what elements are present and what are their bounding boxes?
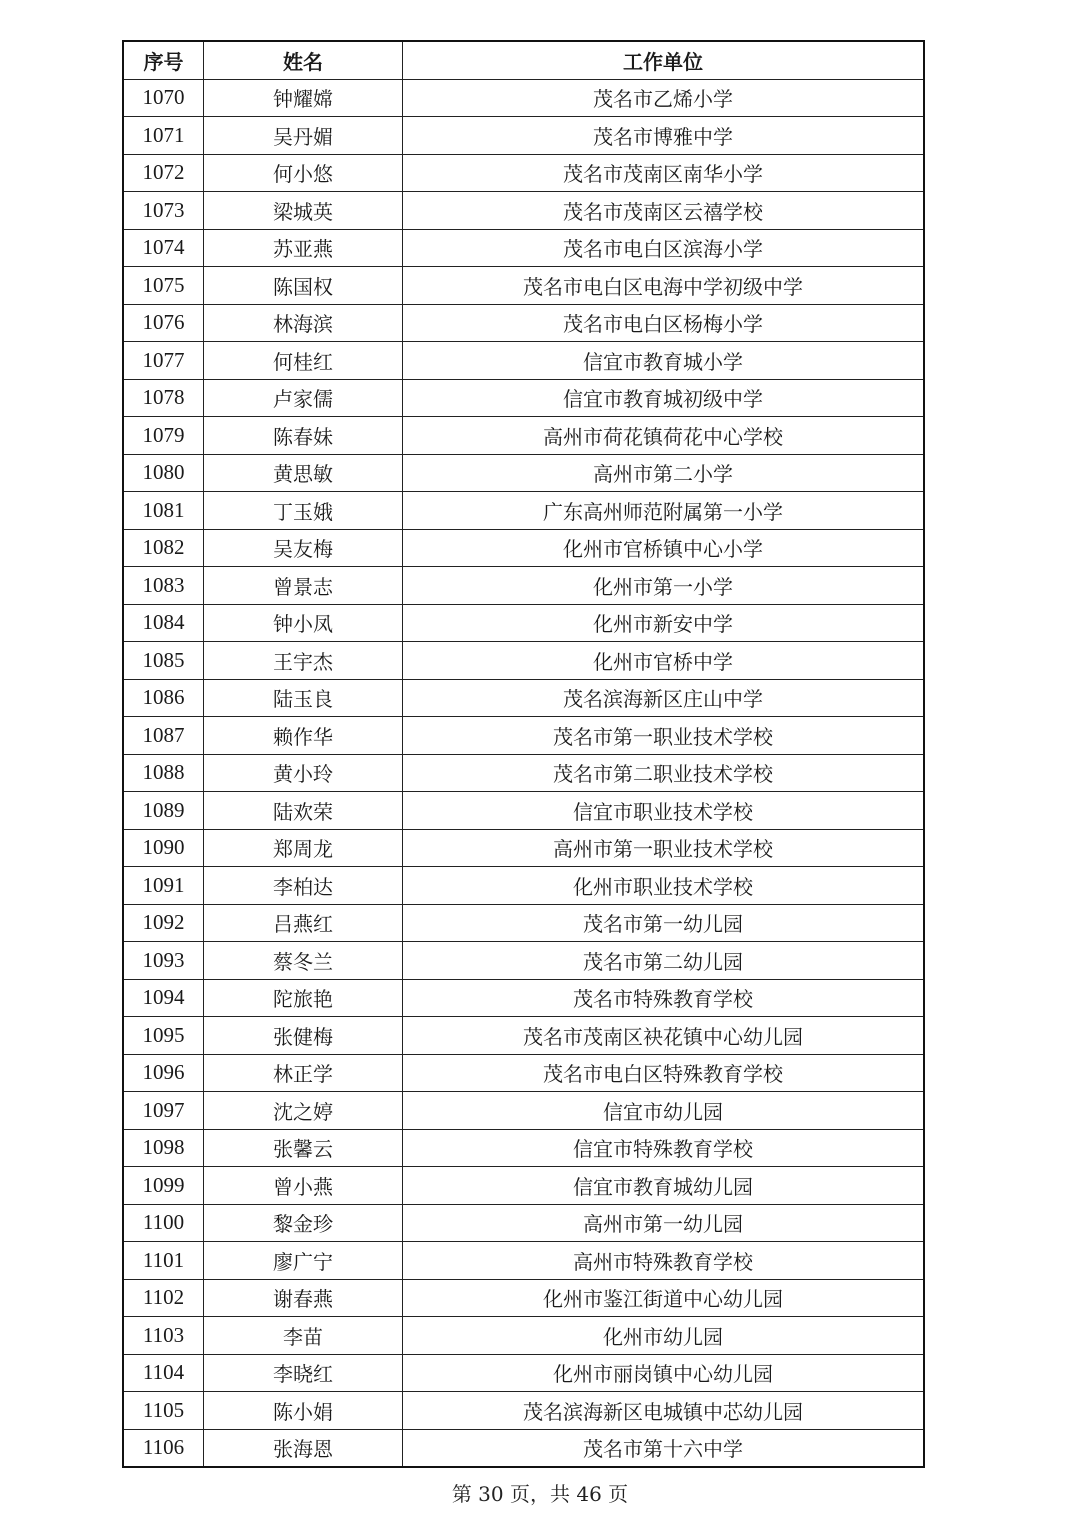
cell-work-unit: 信宜市幼儿园 [403,1092,925,1130]
roster-table [122,40,925,1468]
cell-name: 陈小娟 [204,1392,403,1430]
cell-serial-number: 1096 [123,1054,204,1092]
table-row [123,567,924,605]
cell-work-unit: 广东高州师范附属第一小学 [403,492,925,530]
header-row [123,41,924,79]
cell-serial-number: 1094 [123,979,204,1017]
cell-work-unit: 茂名市茂南区袂花镇中心幼儿园 [403,1017,925,1055]
cell-name: 沈之婷 [204,1092,403,1130]
cell-serial-number: 1081 [123,492,204,530]
cell-work-unit: 信宜市职业技术学校 [403,792,925,830]
cell-serial-number: 1071 [123,117,204,155]
table-row [123,829,924,867]
cell-serial-number: 1080 [123,454,204,492]
cell-name: 廖广宁 [204,1242,403,1280]
cell-serial-number: 1105 [123,1392,204,1430]
cell-serial-number: 1074 [123,229,204,267]
cell-name: 黄思敏 [204,454,403,492]
table-row [123,1317,924,1355]
table-row [123,229,924,267]
table-row [123,792,924,830]
cell-name: 陆欢荣 [204,792,403,830]
cell-work-unit: 化州市官桥中学 [403,642,925,680]
cell-name: 黄小玲 [204,754,403,792]
header-serial-number: 序号 [123,41,204,79]
cell-serial-number: 1097 [123,1092,204,1130]
cell-serial-number: 1099 [123,1167,204,1205]
cell-serial-number: 1086 [123,679,204,717]
cell-name: 陆玉良 [204,679,403,717]
table-row [123,1204,924,1242]
table-header [123,41,924,79]
cell-work-unit: 信宜市教育城幼儿园 [403,1167,925,1205]
cell-name: 陈国权 [204,267,403,305]
cell-work-unit: 茂名市电白区电海中学初级中学 [403,267,925,305]
header-work-unit: 工作单位 [403,41,925,79]
cell-name: 郑周龙 [204,829,403,867]
cell-work-unit: 茂名市电白区特殊教育学校 [403,1054,925,1092]
table-row [123,417,924,455]
table-row [123,867,924,905]
cell-work-unit: 高州市第二小学 [403,454,925,492]
table-row [123,379,924,417]
cell-work-unit: 茂名市第一职业技术学校 [403,717,925,755]
table-row [123,717,924,755]
table-row [123,754,924,792]
table-row [123,1129,924,1167]
table-row [123,154,924,192]
table-body [123,79,924,1467]
cell-work-unit: 茂名市博雅中学 [403,117,925,155]
cell-work-unit: 茂名市电白区杨梅小学 [403,304,925,342]
cell-serial-number: 1092 [123,904,204,942]
cell-name: 赖作华 [204,717,403,755]
cell-work-unit: 化州市职业技术学校 [403,867,925,905]
cell-serial-number: 1075 [123,267,204,305]
table-row [123,1354,924,1392]
cell-name: 吕燕红 [204,904,403,942]
cell-serial-number: 1083 [123,567,204,605]
cell-work-unit: 茂名市茂南区南华小学 [403,154,925,192]
cell-name: 钟小凤 [204,604,403,642]
cell-serial-number: 1077 [123,342,204,380]
table-row [123,1242,924,1280]
cell-work-unit: 茂名市乙烯小学 [403,79,925,117]
cell-work-unit: 茂名市第二职业技术学校 [403,754,925,792]
cell-work-unit: 茂名市茂南区云禧学校 [403,192,925,230]
cell-work-unit: 高州市特殊教育学校 [403,1242,925,1280]
cell-serial-number: 1102 [123,1279,204,1317]
cell-work-unit: 茂名市电白区滨海小学 [403,229,925,267]
cell-serial-number: 1106 [123,1429,204,1467]
cell-serial-number: 1073 [123,192,204,230]
cell-serial-number: 1078 [123,379,204,417]
cell-name: 吴丹媚 [204,117,403,155]
table-row [123,904,924,942]
cell-name: 林海滨 [204,304,403,342]
table-row [123,942,924,980]
cell-work-unit: 信宜市特殊教育学校 [403,1129,925,1167]
cell-name: 王宇杰 [204,642,403,680]
cell-work-unit: 高州市第一职业技术学校 [403,829,925,867]
cell-name: 谢春燕 [204,1279,403,1317]
table-row [123,679,924,717]
cell-work-unit: 茂名市第十六中学 [403,1429,925,1467]
cell-serial-number: 1091 [123,867,204,905]
cell-name: 曾景志 [204,567,403,605]
cell-name: 丁玉娥 [204,492,403,530]
cell-work-unit: 化州市鉴江街道中心幼儿园 [403,1279,925,1317]
cell-name: 蔡冬兰 [204,942,403,980]
cell-name: 曾小燕 [204,1167,403,1205]
cell-work-unit: 茂名市第一幼儿园 [403,904,925,942]
table-row [123,1429,924,1467]
cell-serial-number: 1088 [123,754,204,792]
cell-name: 梁城英 [204,192,403,230]
table-row [123,1392,924,1430]
table-row [123,1017,924,1055]
cell-serial-number: 1087 [123,717,204,755]
cell-name: 李晓红 [204,1354,403,1392]
table-row [123,642,924,680]
cell-name: 卢家儒 [204,379,403,417]
cell-serial-number: 1089 [123,792,204,830]
cell-name: 陀旅艳 [204,979,403,1017]
cell-serial-number: 1098 [123,1129,204,1167]
cell-work-unit: 茂名市第二幼儿园 [403,942,925,980]
cell-name: 李苗 [204,1317,403,1355]
cell-serial-number: 1100 [123,1204,204,1242]
cell-work-unit: 化州市幼儿园 [403,1317,925,1355]
cell-name: 李柏达 [204,867,403,905]
cell-serial-number: 1104 [123,1354,204,1392]
cell-serial-number: 1079 [123,417,204,455]
cell-work-unit: 茂名市特殊教育学校 [403,979,925,1017]
table-row [123,342,924,380]
table-row [123,1092,924,1130]
cell-name: 何桂红 [204,342,403,380]
table-row [123,604,924,642]
cell-work-unit: 茂名滨海新区庄山中学 [403,679,925,717]
cell-serial-number: 1103 [123,1317,204,1355]
cell-name: 钟耀嫦 [204,79,403,117]
cell-name: 黎金珍 [204,1204,403,1242]
table-row [123,529,924,567]
cell-work-unit: 化州市第一小学 [403,567,925,605]
table-row [123,192,924,230]
cell-name: 张健梅 [204,1017,403,1055]
cell-name: 吴友梅 [204,529,403,567]
table-row [123,117,924,155]
table-row [123,1279,924,1317]
cell-serial-number: 1101 [123,1242,204,1280]
cell-work-unit: 高州市第一幼儿园 [403,1204,925,1242]
cell-work-unit: 高州市荷花镇荷花中心学校 [403,417,925,455]
cell-serial-number: 1072 [123,154,204,192]
header-name: 姓名 [204,41,403,79]
cell-name: 林正学 [204,1054,403,1092]
cell-work-unit: 化州市丽岗镇中心幼儿园 [403,1354,925,1392]
table-row [123,454,924,492]
table-row [123,267,924,305]
cell-serial-number: 1085 [123,642,204,680]
cell-name: 陈春妹 [204,417,403,455]
table-row [123,79,924,117]
table-row [123,304,924,342]
table-row [123,1054,924,1092]
cell-work-unit: 化州市新安中学 [403,604,925,642]
page-footer: 第 30 页，共 46 页 [451,1482,629,1506]
cell-name: 苏亚燕 [204,229,403,267]
table-row [123,979,924,1017]
cell-serial-number: 1082 [123,529,204,567]
cell-work-unit: 化州市官桥镇中心小学 [403,529,925,567]
cell-name: 张馨云 [204,1129,403,1167]
cell-serial-number: 1090 [123,829,204,867]
cell-serial-number: 1084 [123,604,204,642]
cell-serial-number: 1070 [123,79,204,117]
table-row [123,1167,924,1205]
cell-work-unit: 信宜市教育城初级中学 [403,379,925,417]
cell-work-unit: 茂名滨海新区电城镇中芯幼儿园 [403,1392,925,1430]
cell-serial-number: 1095 [123,1017,204,1055]
cell-serial-number: 1076 [123,304,204,342]
table-row [123,492,924,530]
cell-work-unit: 信宜市教育城小学 [403,342,925,380]
cell-name: 何小悠 [204,154,403,192]
cell-name: 张海恩 [204,1429,403,1467]
cell-serial-number: 1093 [123,942,204,980]
